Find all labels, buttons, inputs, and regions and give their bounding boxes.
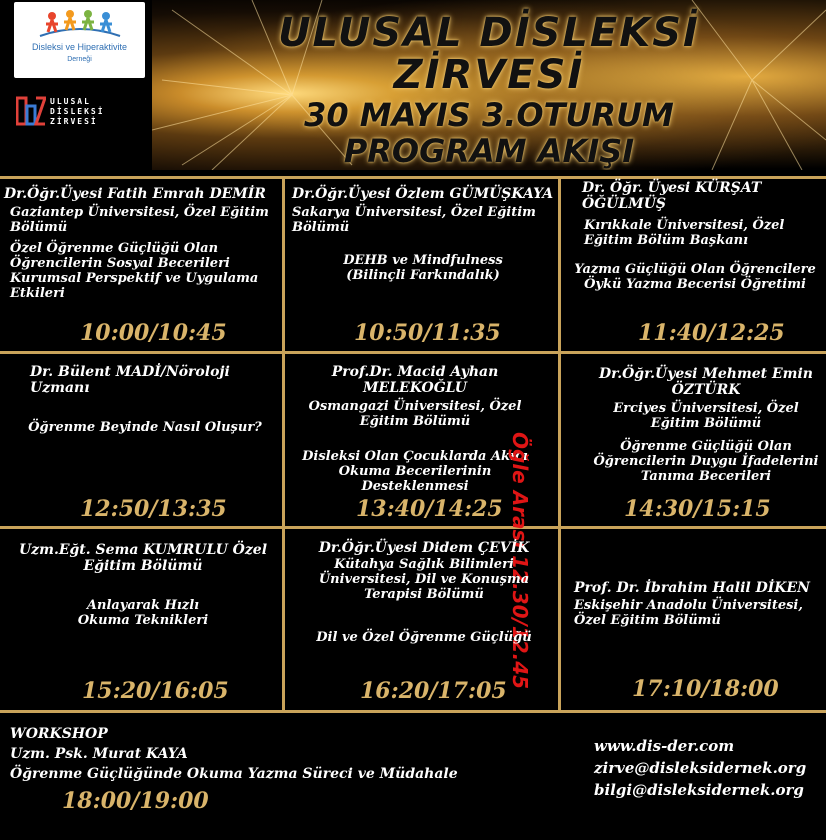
workshop-topic: Öğrenme Güçlüğünde Okuma Yazma Süreci ve Müdahale <box>10 766 458 782</box>
session-speaker: Uzm.Eğt. Sema KUMRULU Özel Eğitim Bölümü <box>18 542 268 574</box>
workshop-label: WORKSHOP <box>10 726 108 742</box>
session-institution: Erciyes Üniversitesi, Özel Eğitim Bölümü <box>613 401 799 431</box>
session-time: 12:50/13:35 <box>80 496 227 522</box>
session-speaker: Prof.Dr. Macid Ayhan MELEKOĞLU <box>331 364 499 396</box>
summit-logo-text: ULUSAL DİSLEKSİ ZİRVESİ <box>50 97 105 126</box>
session-speaker: Dr.Öğr.Üyesi Özlem GÜMÜŞKAYA <box>292 186 554 202</box>
association-name: Disleksi ve Hiperaktivite <box>31 42 128 52</box>
banner-title-line-1: ULUSAL DİSLEKSİ <box>278 10 700 56</box>
session-time: 15:20/16:05 <box>82 678 229 704</box>
session-speaker: Dr.Öğr.Üyesi Mehmet Emin ÖZTÜRK <box>598 366 813 398</box>
session-topic: Yazma Güçlüğü Olan Öğrencilere Öykü Yazma Becerisi Öğretimi <box>574 262 816 292</box>
session-topic: Dil ve Özel Öğrenme Güçlüğü <box>316 630 532 645</box>
session-time: 13:40/14:25 <box>356 496 503 522</box>
title-banner <box>152 0 826 170</box>
session-topic: DEHB ve Mindfulness (Bilinçli Farkındalık) <box>343 253 503 283</box>
grid-line <box>282 176 285 712</box>
session-speaker: Dr.Öğr.Üyesi Didem ÇEVİK <box>318 540 530 556</box>
people-figures-icon <box>38 8 122 38</box>
session-topic: Anlayarak Hızlı Okuma Teknikleri <box>77 598 209 628</box>
session-time: 16:20/17:05 <box>360 678 507 704</box>
banner-date-line: 30 MAYIS 3.OTURUM <box>304 96 674 134</box>
session-card <box>568 180 822 340</box>
grid-line <box>0 351 826 354</box>
lunch-break-label: Öğle Arası 12.30/12.45 <box>508 432 532 690</box>
website-link[interactable]: www.dis-der.com <box>594 737 735 755</box>
banner-title-line-2: ZİRVESİ <box>393 52 585 98</box>
session-topic: Öğrenme Güçlüğü Olan Öğrencilerin Duygu İfadelerini Tanıma Becerileri <box>593 439 819 484</box>
session-topic: Özel Öğrenme Güçlüğü Olan Öğrencilerin Sosyal Becerileri Kurumsal Perspektif ve Uygulama Etkileri <box>10 241 259 301</box>
session-time: 17:10/18:00 <box>632 676 779 702</box>
session-card <box>12 542 274 682</box>
session-speaker: Dr. Öğr. Üyesi KÜRŞAT ÖĞÜLMÜŞ <box>582 180 762 212</box>
session-speaker: Prof. Dr. İbrahim Halil DİKEN <box>574 580 810 596</box>
session-time: 14:30/15:15 <box>624 496 771 522</box>
session-card <box>574 580 822 660</box>
summit-email-link[interactable]: zirve@disleksidernek.org <box>594 759 807 777</box>
session-institution: Sakarya Üniversitesi, Özel Eğitim Bölümü <box>292 205 536 235</box>
summit-logo <box>14 94 142 132</box>
session-time: 11:40/12:25 <box>638 320 785 346</box>
banner-program-line: PROGRAM AKIŞI <box>343 132 635 170</box>
session-institution: Kırıkkale Üniversitesi, Özel Eğitim Bölüm Başkanı <box>584 218 785 248</box>
session-topic: Disleksi Olan Çocuklarda Akıcı Okuma Becerilerinin Desteklenmesi <box>302 449 528 494</box>
grid-line <box>0 710 826 713</box>
workshop-time: 18:00/19:00 <box>62 788 209 814</box>
session-card <box>30 364 270 504</box>
session-institution: Osmangazi Üniversitesi, Özel Eğitim Bölümü <box>308 399 522 429</box>
session-topic: Öğrenme Beyinde Nasıl Oluşur? <box>28 420 262 435</box>
info-email-link[interactable]: bilgi@disleksidernek.org <box>594 781 804 799</box>
session-card <box>290 364 540 504</box>
workshop-speaker: Uzm. Psk. Murat KAYA <box>10 746 188 762</box>
session-institution: Gaziantep Üniversitesi, Özel Eğitim Bölümü <box>10 205 269 235</box>
grid-line <box>0 176 826 179</box>
session-speaker: Dr.Öğr.Üyesi Fatih Emrah DEMİR <box>4 186 266 202</box>
grid-line <box>0 526 826 529</box>
session-institution: Eskişehir Anadolu Üniversitesi, Özel Eğitim Bölümü <box>574 598 803 628</box>
session-card <box>298 540 550 680</box>
session-institution: Kütahya Sağlık Bilimleri Üniversitesi, Dil ve Konuşma Terapisi Bölümü <box>318 557 530 602</box>
association-subtitle: Derneği <box>67 56 92 63</box>
session-card <box>590 366 822 506</box>
session-time: 10:50/11:35 <box>354 320 501 346</box>
udz-mark-icon <box>16 94 46 128</box>
session-speaker: Dr. Bülent MADİ/Nöroloji Uzmanı <box>30 364 230 396</box>
session-time: 10:00/10:45 <box>80 320 227 346</box>
association-logo <box>14 2 145 78</box>
